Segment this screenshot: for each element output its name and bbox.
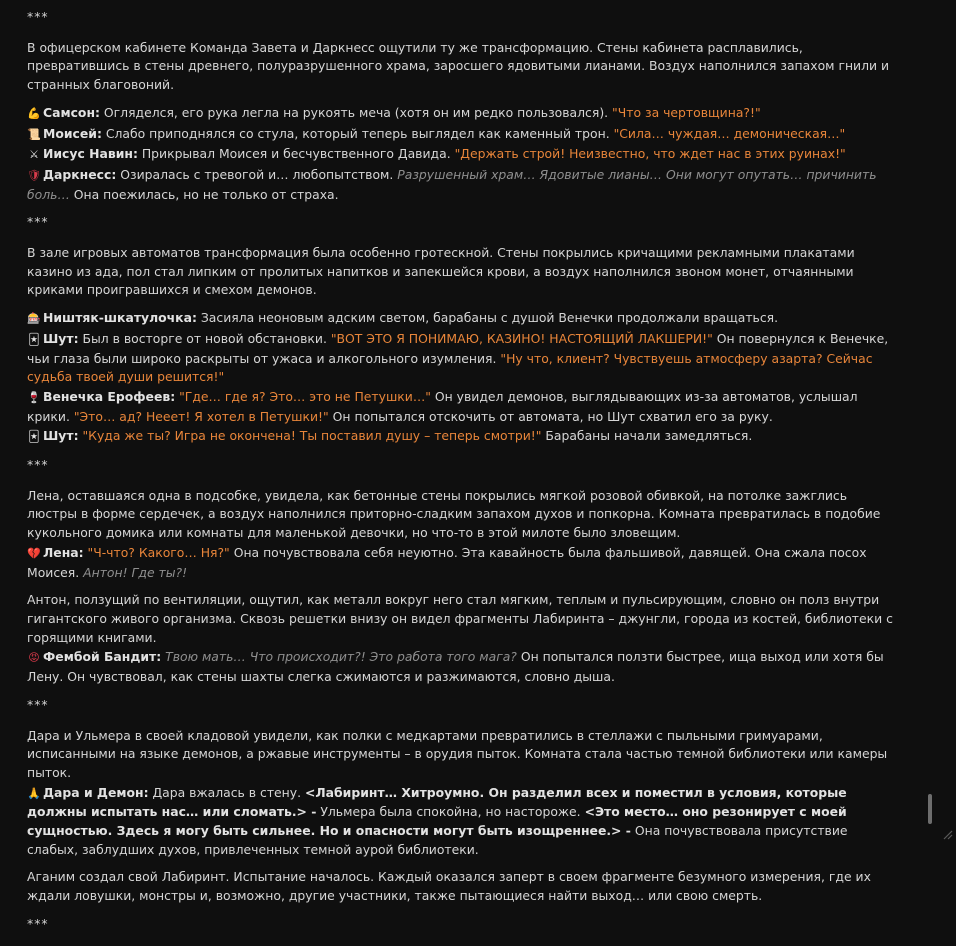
speaker-name: Венечка Ерофеев: [43,388,176,404]
paragraph: Дара и Ульмера в своей кладовой увидели, как полки с медкартами превратились в стеллажи с пыльными гримуарами, исписанными на языке демонов, а ржавые инструменты – в орудия пыток. Комната стала частью темной библиотеки или камеры пыток. [27,727,888,780]
dialogue-block [27,727,893,860]
demon-speech: <Лабиринт… Хитроумно. Он разделил всех и поместил в условия, которые должны испытать нас… или сломать.> - [27,784,847,820]
section-separator: *** [27,696,49,712]
paragraph: В зале игровых автоматов трансформация была особенно гротескной. Стены покрылись кричащими рекламными плакатами казино из ада, пол стал липким от пролитых напитков и запекшейся крови, а воздух наполнился звоном монет, отчаянными криками проигравшихся и смехом демонов. [27,245,855,298]
wine-glass-icon: 🍷 [27,390,41,404]
dialogue-line-lena: 💔 Лена: "Ч-что? Какого… Ня?" Она почувствовала себя неуютно. Эта кавайность была фальшивой, давящей. Она сжала посох Моисея. Антон! Где ты?! [27,544,867,580]
thought: Твою мать… Что происходит?! Это работа того мага? [165,649,517,665]
slot-machine-icon: 🎰 [27,312,41,326]
dialogue-line-femboy: 😡 Фембой Бандит: Твою мать… Что происходит?! Это работа того мага? Он попытался ползти быстрее, ища выход или хотя бы Лену. Он чувствовал, как стены шахты слегка сжимаются и разжимаются, словно дыша. [27,649,884,685]
joker-card-icon: 🃏 [28,430,40,444]
thought: Разрушенный храм… Ядовитые лианы… Они могут опутать… причинить боль… [27,166,877,202]
dialogue-block [27,309,893,447]
dialogue-line-joshua: ⚔ Иисус Навин: Прикрывал Моисея и бесчувственного Давида. "Держать строй! Неизвестно, что ждет нас в этих руинах!" [27,145,893,165]
speaker-name: Даркнесс: [43,166,117,182]
speaker-name: Лена: [43,544,84,560]
section-separator: *** [27,915,49,931]
resize-handle-icon[interactable] [943,830,953,840]
speaker-name: Самсон: [43,104,100,120]
dialogue-line-jester: 🃏 Шут: "Куда же ты? Игра не окончена! Ты поставил душу – теперь смотри!" Барабаны начали замедляться. [27,427,893,447]
paragraph: Аганим создал свой Лабиринт. Испытание началось. Каждый оказался заперт в своем фрагменте безумного измерения, где их ждали ловушки, монстры и, возможно, другие участники, также пытающиеся найти выход… или свою смерть. [27,869,871,904]
scrollbar-thumb[interactable] [928,794,932,824]
paragraph: В офицерском кабинете Команда Завета и Даркнесс ощутили ту же трансформацию. Стены кабинета расплавились, превратившись в стены древнего, полуразрушенного храма, заросшего ядовитыми лианами. Воздух наполнился запахом гнили и странных благовоний. [27,39,890,93]
crossed-swords-icon: ⚔ [29,148,39,162]
dialogue-block [27,487,893,583]
paragraph: Антон, ползущий по вентиляции, ощутил, как металл вокруг него стал мягким, теплым и пульсирующим, словно он полз внутри гигантского живого организма. Сквозь решетки внизу он видел фрагменты Лабиринта – джунгли, города из костей, библиотеки с горящими книгами. [27,592,893,645]
speaker-name: Моисей: [43,125,102,141]
section-separator: *** [27,9,49,24]
dialogue-line-darkness: 🛡 Даркнесс: Озиралась с тревогой и… любопытством. Разрушенный храм… Ядовитые лианы… Они могут опутать… причинить боль… Она поежилась, но не только от страха. [27,166,877,202]
quote: "Это… ад? Нееет! Я хотел в Петушки!" [73,408,329,424]
speaker-name: Шут: [43,428,79,444]
quote: "ВОТ ЭТО Я ПОНИМАЮ, КАЗИНО! НАСТОЯЩИЙ ЛАКШЕРИ!" [330,330,713,346]
speaker-name: Фембой Бандит: [43,649,162,665]
dialogue-line-jester: 🃏 Шут: Был в восторге от новой обстановки. "ВОТ ЭТО Я ПОНИМАЮ, КАЗИНО! НАСТОЯЩИЙ ЛАКШЕРИ!" Он повернулся к Венечке, чьи глаза были широко раскрыты от ужаса и алкогольного изумления. "Ну что, клиент? Чувствуешь атмосферу азарта? Сейчас судьба твоей души решится!" [27,330,889,385]
quote: "Держать строй! Неизвестно, что ждет нас в этих руинах!" [454,146,846,162]
speaker-name: Дара и Демон: [43,784,149,800]
dialogue-line-box: 🎰 Ништяк-шкатулочка: Засияла неоновым адским светом, барабаны с душой Венечки продолжали вращаться. [27,309,893,329]
dialogue-block [27,104,893,205]
demon-speech: <Это место… оно резонирует с моей сущностью. Здесь я могу быть сильнее. Но и опасности могут быть изощреннее.> - [27,804,847,839]
section-separator: *** [27,457,49,473]
scroll-icon: 📜 [27,127,41,141]
dialogue-line-venechka: 🍷 Венечка Ерофеев: "Где… где я? Это… это не Петушки…" Он увидел демонов, выглядывающих из-за автоматов, услышал крики. "Это… ад? Нееет! Я хотел в Петушки!" Он попытался отскочить от автомата, но Шут схватил его за руку. [27,388,858,424]
dialogue-line-moses: 📜 Моисей: Слабо приподнялся со стула, который теперь выглядел как каменный трон. "Сила… чуждая… демоническая…" [27,125,893,145]
praying-hands-icon: 🙏 [27,786,41,800]
broken-heart-icon: 💔 [27,546,41,560]
paragraph: Лена, оставшаяся одна в подсобке, увидела, как бетонные стены покрылись мягкой розовой обивкой, на потолке зажглись люстры в форме сердечек, а воздух наполнился приторно-сладким запахом духов и попкорна. Комната превратилась в подобие кукольного домика или комнаты для маленькой девочки, но что-то в этой милоте было зловещим. [27,487,881,541]
quote: "Сила… чуждая… демоническая…" [613,125,846,141]
speaker-name: Иисус Навин: [43,146,138,162]
joker-card-icon: 🃏 [28,332,40,346]
document-body [27,8,893,946]
speaker-name: Шут: [43,330,79,346]
angry-face-icon: 😡 [28,651,40,665]
quote: "Ну что, клиент? Чувствуешь атмосферу азарта? Сейчас судьба твоей души решится!" [27,350,873,385]
dialogue-line-samson: 💪 Самсон: Огляделся, его рука легла на рукоять меча (хотя он им редко пользовался). "Что за чертовщина?!" [27,104,893,124]
speaker-name: Ништяк-шкатулочка: [43,310,197,326]
section-separator: *** [27,214,49,230]
quote: "Куда же ты? Игра не окончена! Ты поставил душу – теперь смотри!" [78,428,542,444]
thought: Антон! Где ты?! [83,564,188,580]
dialogue-block [27,591,893,687]
quote: "Что за чертовщина?!" [612,104,761,120]
shield-icon: 🛡 [27,168,41,182]
flexed-biceps-icon: 💪 [27,106,41,120]
dialogue-line-dara: 🙏 Дара и Демон: Дара вжалась в стену. <Лабиринт… Хитроумно. Он разделил всех и поместил в условия, которые должны испытать нас… или сломать.> - Ульмера была спокойна, но настороже. <Это место… оно резонирует с моей сущностью. Здесь я могу быть сильнее. Но и опасности могут быть изощреннее.> - Она почувствовала присутствие слабых, заблудших духов, привлеченных темной аурой библиотеки. [27,784,848,857]
quote: "Где… где я? Это… это не Петушки…" [175,388,431,404]
quote: "Ч-что? Какого… Ня?" [83,544,230,560]
